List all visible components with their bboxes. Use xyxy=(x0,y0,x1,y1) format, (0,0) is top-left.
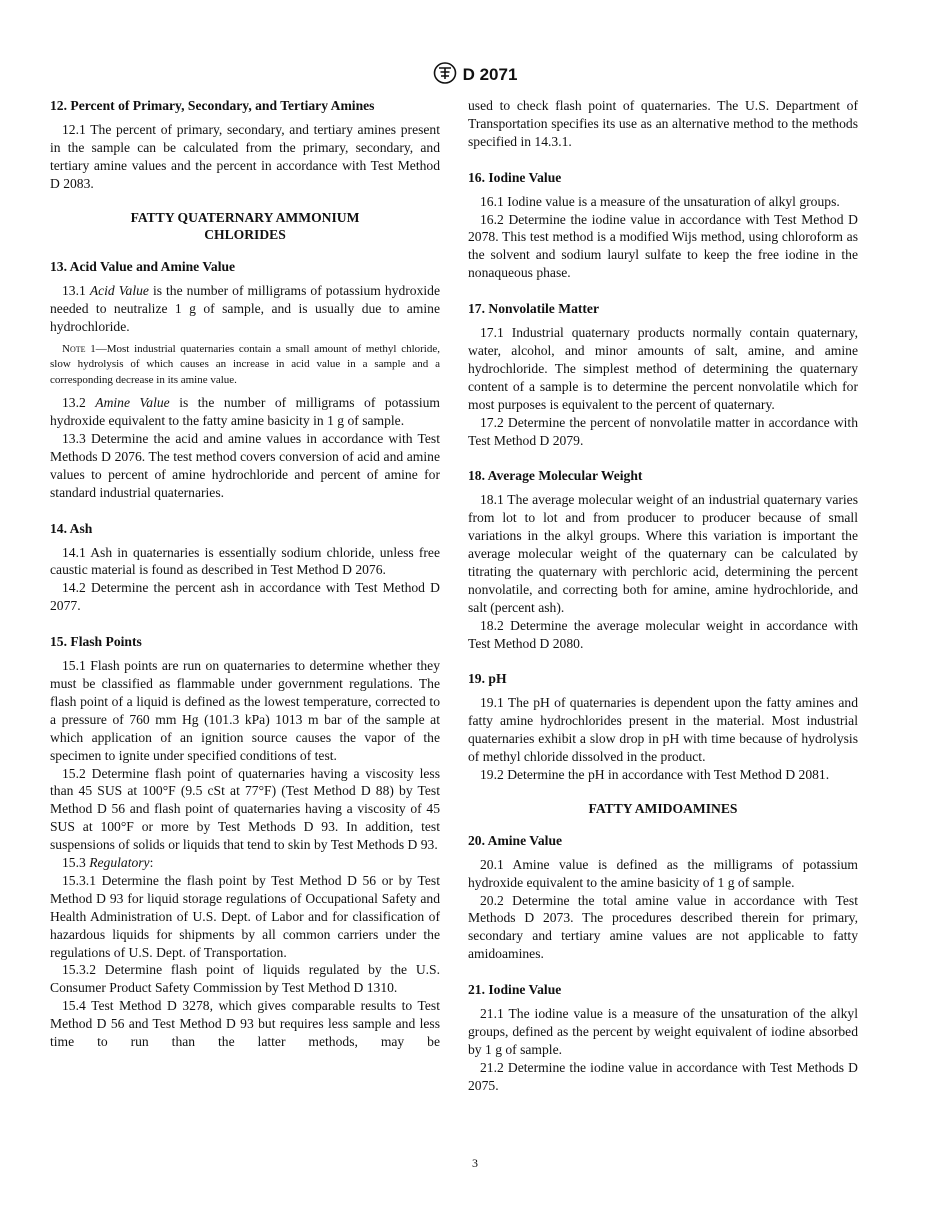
section-20-title: 20. Amine Value xyxy=(468,832,563,848)
paragraph-15-4: 15.4 Test Method D 3278, which gives comparable results to Test Method D 56 and Test Method D 93 but requires less sample and less time to run than the latter methods, may be xyxy=(50,998,440,1050)
paragraph-18-1: 18.1 The average molecular weight of an industrial quaternary varies from lot to lot and from producer to producer because of small variations in the alkyl groups. Where this variation is important the average molecular weight of the quaternary can be calculated by titrating the quaternary with perchloric acid, determining the percent nonvolatile, and correcting both for amine, amine hydrochloride, and salt (percent ash). xyxy=(468,492,858,615)
page-number: 3 xyxy=(472,1156,478,1170)
section-18-title: 18. Average Molecular Weight xyxy=(468,468,643,484)
designation: D 2071 xyxy=(462,65,518,84)
paragraph-17-1: 17.1 Industrial quaternary products normally contain quaternary, water, alcohol, and minor amounts of salt, amine, and amine hydrochloride. The simplest method of determining the quaternary content of a sample is to determine the percent nonvolatile which for most purposes is equivalent to the percent of quaternary. xyxy=(468,325,858,412)
paragraph-16-2: 16.2 Determine the iodine value in accordance with Test Method D 2078. This test method is a modified Wijs method, using chloroform as the solvent and sodium lauryl sulfate to keep the free iodine in the nonaqueous phase. xyxy=(468,211,858,281)
paragraph-13-2: 13.2 Amine Value is the number of milligrams of potassium hydroxide equivalent to the fatty amine basicity in 1 g of sample. xyxy=(50,395,441,429)
left-column xyxy=(50,97,440,1051)
paragraph-13-3: 13.3 Determine the acid and amine values in accordance with Test Methods D 2076. The test method covers conversion of acid and amine values to percent of amine hydrochloride and percent of amine for standard industrial quaternaries. xyxy=(50,431,440,500)
astm-logo-icon xyxy=(433,62,457,84)
section-14-title: 14. Ash xyxy=(50,520,93,536)
section-16-title: 16. Iodine Value xyxy=(468,169,562,185)
note-1: Note 1—Most industrial quaternaries contain a small amount of methyl chloride, slow hydrolysis of which causes an increase in acid value in a sample and a corresponding decrease in its amine value. xyxy=(50,342,440,386)
section-13-title: 13. Acid Value and Amine Value xyxy=(50,259,236,275)
paragraph-15-3-2: 15.3.2 Determine flash point of liquids regulated by the U.S. Consumer Product Safety Commission by Test Method D 1310. xyxy=(50,962,440,996)
paragraph-15-1: 15.1 Flash points are run on quaternaries to determine whether they must be classified as flammable under government regulations. The flash point of a liquid is defined as the lowest temperature, corrected to a pressure of 760 mm Hg (101.3 kPa) 1013 m bar of the sample at which application of an ignition source causes the vapor of the specimen to ignite under specified conditions of test. xyxy=(50,658,440,763)
paragraph-19-1: 19.1 The pH of quaternaries is dependent upon the fatty amines and fatty amine hydrochlorides present in the material. Most industrial quaternaries exhibit a slow drop in pH with time because of hydrolysis of methyl chloride dissolved in the product. xyxy=(468,695,858,765)
paragraph-19-2: 19.2 Determine the pH in accordance with Test Method D 2081. xyxy=(480,767,830,782)
paragraph-20-2: 20.2 Determine the total amine value in accordance with Test Methods D 2073. The procedures described therein for primary, secondary and tertiary amine values are not applicable to fatty amidoamines. xyxy=(468,892,858,962)
paragraph-16-1: 16.1 Iodine value is a measure of the unsaturation of alkyl groups. xyxy=(480,193,840,209)
paragraph-14-2: 14.2 Determine the percent ash in accordance with Test Method D 2077. xyxy=(50,580,440,614)
paragraph-15-3-1: 15.3.1 Determine the flash point by Test Method D 56 or by Test Method D 93 for liquid storage regulations of Occupational Safety and Health Administration of U.S. Dept. of Labor and for classification of hazardous liquids for shipments by all common carriers under the regulations of U.S. Dept. of Transportation. xyxy=(50,872,440,960)
right-column xyxy=(468,97,858,1095)
page-header xyxy=(0,62,950,85)
paragraph-21-1: 21.1 The iodine value is a measure of the unsaturation of the alkyl groups, defined as the percent by weight equivalent of iodine absorbed by 1 g of sample. xyxy=(468,1006,858,1057)
paragraph-15-3: 15.3 Regulatory: xyxy=(62,855,154,871)
paragraph-18-2: 18.2 Determine the average molecular weight in accordance with Test Method D 2080. xyxy=(468,617,858,651)
heading-quaternary-chlorides: FATTY QUATERNARY AMMONIUM CHLORIDES xyxy=(130,209,360,243)
paragraph-21-2: 21.2 Determine the iodine value in accordance with Test Methods D 2075. xyxy=(468,1059,858,1093)
paragraph-15-2: 15.2 Determine flash point of quaternaries having a viscosity less than 45 SUS at 100°F (9.5 cSt at 77°F) (Test Method D 88) by Test Method D 56 and flash point of quaternaries having a viscosity of 45 SUS at 100°F or more by Test Methods D 93. In addition, test suspensions of solids or liquids that tend to skin by Test Methods D 93. xyxy=(50,765,440,853)
paragraph-20-1: 20.1 Amine value is defined as the milligrams of potassium hydroxide equivalent to the amine basicity of 1 g of sample. xyxy=(468,856,858,890)
paragraph-17-2: 17.2 Determine the percent of nonvolatile matter in accordance with Test Method D 2079. xyxy=(468,414,858,448)
section-21-title: 21. Iodine Value xyxy=(468,982,562,998)
paragraph-15-4-continued: used to check flash point of quaternaries. The U.S. Department of Transportation specifies its use as an alternative method to the methods specified in 14.3.1. xyxy=(468,98,858,149)
paragraph-12-1: 12.1 The percent of primary, secondary, and tertiary amines present in the sample can be calculated from the primary, secondary, and tertiary amine values and the percent in accordance with Test Method D 2083. xyxy=(50,121,440,191)
paragraph-13-1: 13.1 Acid Value is the number of milligrams of potassium hydroxide needed to neutralize 1 g of sample, and is usually due to amine hydrochloride. xyxy=(50,283,441,335)
section-19-title: 19. pH xyxy=(468,671,507,687)
heading-fatty-amidoamines: FATTY AMIDOAMINES xyxy=(588,800,738,816)
section-17-title: 17. Nonvolatile Matter xyxy=(468,301,599,317)
paragraph-14-1: 14.1 Ash in quaternaries is essentially sodium chloride, unless free caustic material is found as described in Test Method D 2076. xyxy=(50,544,440,578)
section-15-title: 15. Flash Points xyxy=(50,634,142,650)
section-12-title: 12. Percent of Primary, Secondary, and Tertiary Amines xyxy=(50,98,375,113)
